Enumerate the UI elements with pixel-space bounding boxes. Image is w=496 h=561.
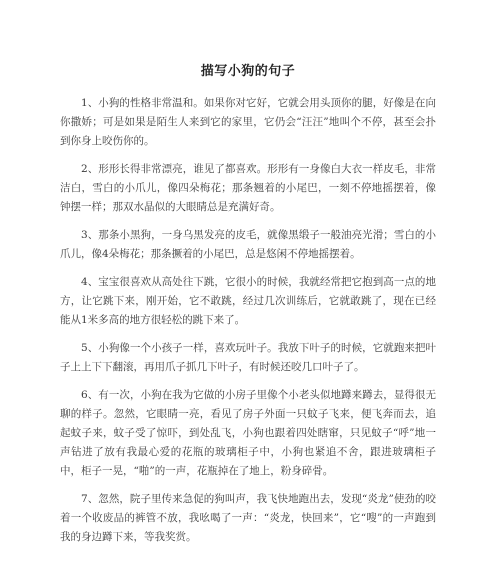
paragraph-6: 6、有一次，小狗在我为它做的小房子里像个小老头似地蹲来蹲去，显得很无聊的样子。忽然，它眼睛一亮，看见了房子外面一只蚊子飞来，便飞奔而去，追起蚊子来，蚊子受了惊吓，到处乱飞，小狗也跟着四处瞎窜，只见蚊子“呼”地一声钻进了放有我最心爱的花瓶的玻璃柜子中，小狗也紧追不舍，跟进玻璃柜子中，柜子一晃，“啪”的一声，花瓶掉在了地上，粉身碎骨。 xyxy=(60,389,436,477)
paragraph-2: 2、形形长得非常漂亮，谁见了都喜欢。形形有一身像白大衣一样皮毛，非常洁白，雪白的小爪儿，像四朵梅花；那条翘着的小尾巴，一刻不停地摇摆着，像钟摆一样；那双水晶似的大眼睛总是充满好奇。 xyxy=(60,163,436,213)
paragraph-3: 3、那条小黑狗，一身乌黑发亮的皮毛，就像黑缎子一般油亮光滑；雪白的小爪儿，像4朵梅花；那条撅着的小尾巴，总是悠闲不停地摇摆着。 xyxy=(60,229,436,260)
paragraph-4: 4、宝宝很喜欢从高处往下跳，它很小的时候，我就经常把它抱到高一点的地方，让它跳下来，刚开始，它不敢跳，经过几次训练后，它就敢跳了，现在已经能从1米多高的地方很轻松的跳下来了。 xyxy=(60,276,436,326)
document-body xyxy=(60,94,436,556)
paragraph-5: 5、小狗像一个小孩子一样，喜欢玩叶子。我放下叶子的时候，它就跑来把叶子上上下下翻滚，再用爪子抓几下叶子，有时候还咬几口叶子了。 xyxy=(60,342,436,373)
paragraph-1: 1、小狗的性格非常温和。如果你对它好，它就会用头顶你的腿，好像是在向你撒娇；可是如果是陌生人来到它的家里，它仍会“汪汪”地叫个不停，甚至会扑到你身上咬伤你的。 xyxy=(60,97,436,147)
paragraph-7: 7、忽然，院子里传来急促的狗叫声，我飞快地跑出去，发现“炎龙”使劲的咬着一个收废品的裤管不放，我吆喝了一声：“炎龙，快回来”，它“嗖”的一声跑到我的身边蹲下来，等我奖赏。 xyxy=(60,493,436,543)
document-title: 描写小狗的句子 xyxy=(200,64,296,79)
